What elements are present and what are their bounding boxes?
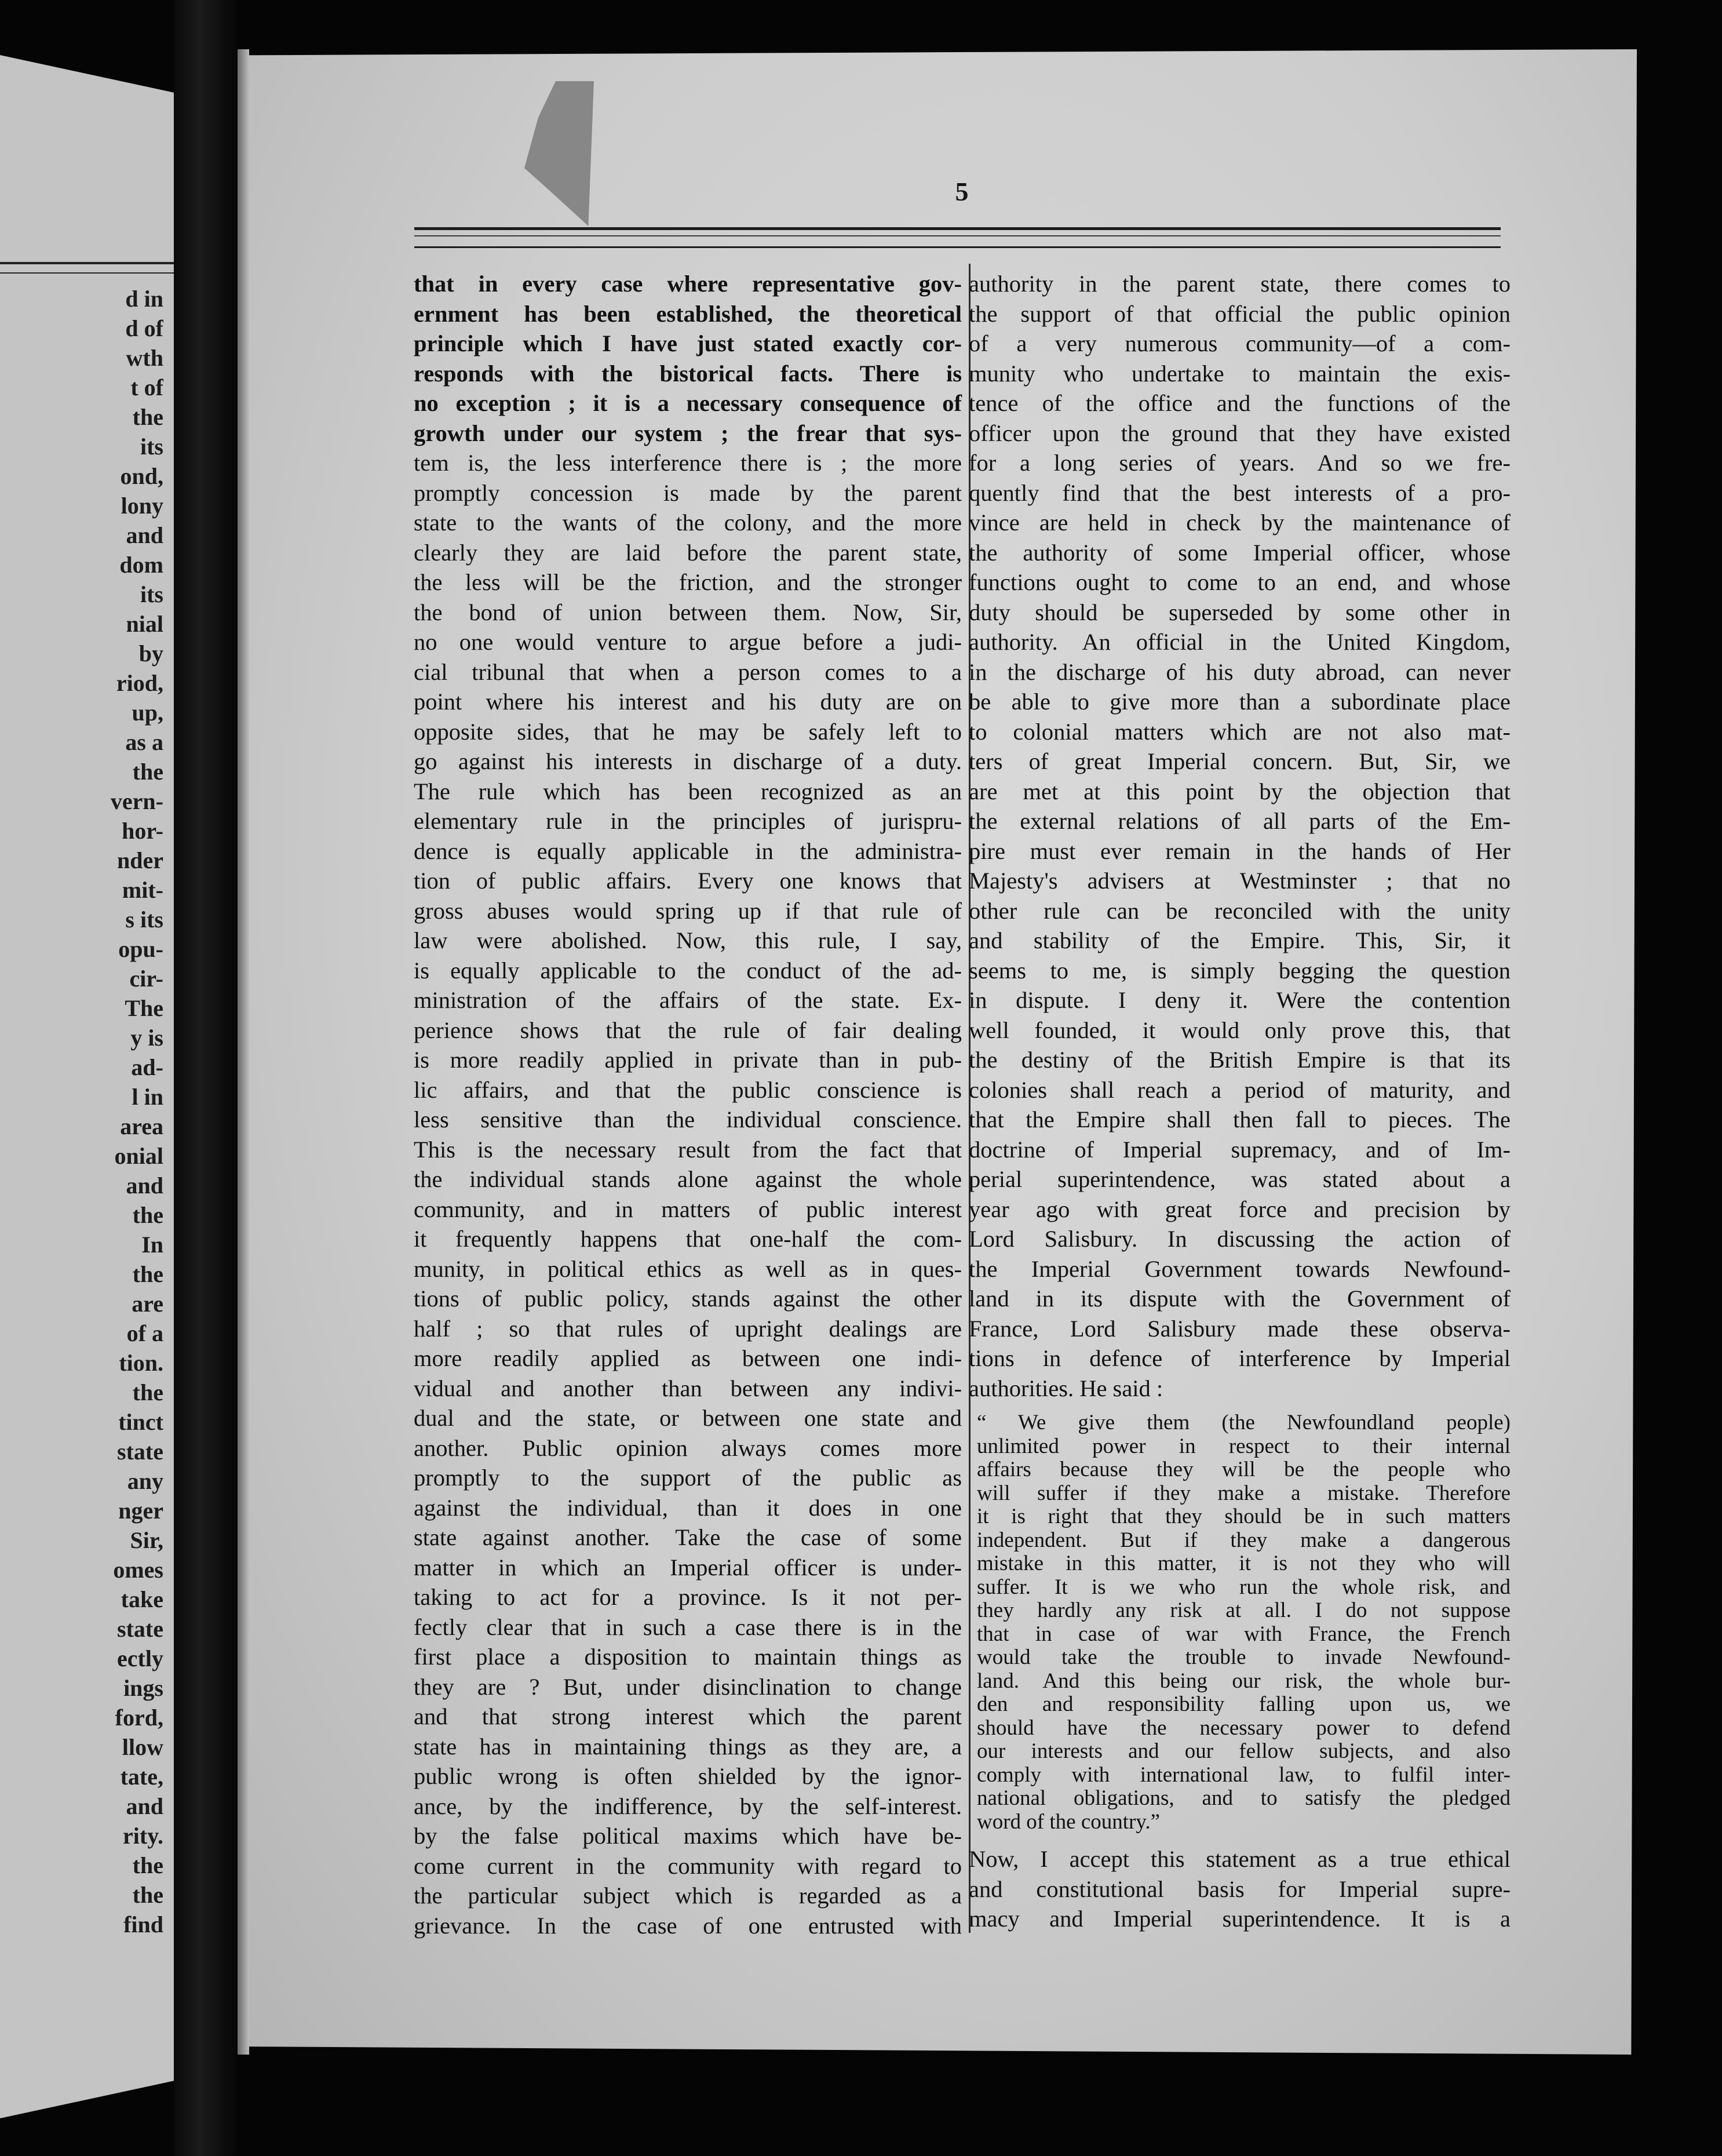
text-line: more readily applied as between one indi- (414, 1345, 962, 1371)
text-line: for a long series of years. And so we fre- (969, 450, 1511, 476)
text-line: clearly they are laid before the parent state, (414, 539, 962, 566)
fragment-line: opu- (118, 936, 163, 962)
text-line: cial tribunal that when a person comes to a (414, 658, 962, 685)
text-line: should have the necessary power to defend (977, 1716, 1511, 1740)
text-line: comply with international law, to fulfil inter- (977, 1762, 1511, 1787)
fragment-line: the (132, 1852, 163, 1878)
text-line: and constitutional basis for Imperial supre- (969, 1875, 1511, 1902)
text-line: tion of public affairs. Every one knows that (414, 868, 962, 894)
text-line: ernment has been established, the theoretical (414, 300, 962, 327)
text-line: independent. But if they make a dangerous (977, 1528, 1511, 1552)
text-line: that the Empire shall then fall to pieces. The (969, 1106, 1511, 1132)
text-line: ters of great Imperial concern. But, Sir, we (969, 748, 1511, 774)
text-line: less sensitive than the individual conscience. (414, 1106, 962, 1132)
right-column-continuation (969, 1844, 1511, 1934)
fragment-line: and (126, 522, 163, 548)
text-line: promptly concession is made by the parent (414, 479, 962, 506)
text-line: This is the necessary result from the fact that (414, 1136, 962, 1163)
fragment-line: rity. (123, 1823, 163, 1849)
text-line: community, and in matters of public interest (414, 1196, 962, 1222)
fragment-line: its (140, 581, 163, 607)
text-line: seems to me, is simply begging the question (969, 957, 1511, 984)
text-line: Now, I accept this statement as a true ethical (969, 1846, 1511, 1872)
fragment-line: state (117, 1438, 163, 1465)
text-line: elementary rule in the principles of jurispru- (414, 808, 962, 834)
text-line: are met at this point by the objection that (969, 778, 1511, 804)
fragment-line: the (132, 1261, 163, 1287)
fragment-line: mit- (122, 877, 163, 903)
fragment-line: up, (132, 700, 163, 726)
text-line: the external relations of all parts of the Em- (969, 808, 1511, 834)
text-line: would take the trouble to invade Newfound- (977, 1645, 1511, 1669)
text-line: the support of that official the public opinion (969, 300, 1511, 327)
text-line: first place a disposition to maintain things as (414, 1644, 962, 1670)
text-line: go against his interests in discharge of a duty. (414, 748, 962, 774)
text-line: state has in maintaining things as they are, a (414, 1733, 962, 1760)
text-line: the authority of some Imperial officer, whose (969, 539, 1511, 566)
text-line: land. And this being our risk, the whole bur- (977, 1669, 1511, 1693)
text-line: state against another. Take the case of some (414, 1524, 962, 1550)
fragment-line: ond, (120, 463, 163, 489)
fragment-line: The (125, 995, 163, 1021)
text-line: and stability of the Empire. This, Sir, it (969, 927, 1511, 953)
text-line: responds with the bistorical facts. There is (414, 360, 962, 387)
fragment-line: t of (130, 374, 163, 400)
previous-page-text-fragments (0, 284, 163, 1939)
fragment-line: its (140, 434, 163, 460)
text-line: the Imperial Government towards Newfound- (969, 1255, 1511, 1282)
fragment-line: area (120, 1113, 163, 1139)
text-line: in the discharge of his duty abroad, can never (969, 658, 1511, 685)
text-line: doctrine of Imperial supremacy, and of Im- (969, 1136, 1511, 1163)
text-line: den and responsibility falling upon us, we (977, 1692, 1511, 1716)
fragment-line: of a (126, 1320, 163, 1346)
fragment-line: tate, (120, 1764, 163, 1790)
fragment-line: riod, (116, 670, 163, 696)
text-line: lic affairs, and that the public conscience is (414, 1076, 962, 1103)
text-line: to colonial matters which are not also mat- (969, 718, 1511, 745)
text-line: promptly to the support of the public as (414, 1465, 962, 1491)
text-line: year ago with great force and precision by (969, 1196, 1511, 1222)
text-line: national obligations, and to satisfy the pledged (977, 1786, 1511, 1810)
fragment-line: and (126, 1172, 163, 1199)
text-line: be able to give more than a subordinate place (969, 689, 1511, 715)
fragment-line: the (132, 1202, 163, 1228)
right-column-body (969, 269, 1511, 1403)
text-line: affairs because they will be the people who (977, 1458, 1511, 1481)
text-line: authorities. He said : (969, 1375, 1163, 1401)
fragment-line: nger (118, 1498, 163, 1524)
text-line: and that strong interest which the parent (414, 1703, 962, 1729)
fragment-line: as a (125, 729, 163, 755)
page-binding-shadow (238, 49, 249, 2055)
text-line: it frequently happens that one-half the com- (414, 1226, 962, 1252)
text-line: is more readily applied in private than in pub- (414, 1047, 962, 1073)
text-line: the bond of union between them. Now, Sir, (414, 599, 962, 625)
text-line: mistake in this matter, it is not they who will (977, 1552, 1511, 1575)
fragment-line: In (141, 1232, 163, 1258)
text-line: duty should be superseded by some other in (969, 599, 1511, 625)
fragment-line: dom (119, 552, 163, 578)
text-line: in dispute. I deny it. Were the contention (969, 987, 1511, 1013)
fragment-line: ings (123, 1675, 163, 1701)
text-line: tence of the office and the functions of the (969, 390, 1511, 416)
text-line: macy and Imperial superintendence. It is a (969, 1906, 1511, 1932)
text-line: word of the country.” (977, 1809, 1161, 1834)
fragment-line: omes (113, 1557, 163, 1583)
text-line: colonies shall reach a period of maturity, and (969, 1076, 1511, 1103)
fragment-line: onial (114, 1143, 163, 1169)
text-line: dence is equally applicable in the administra- (414, 837, 962, 864)
text-line: munity who undertake to maintain the exis- (969, 360, 1511, 387)
text-line: pire must ever remain in the hands of Her (969, 837, 1511, 864)
fragment-line: nder (117, 847, 163, 873)
fragment-line: ectly (117, 1645, 163, 1671)
text-line: no exception ; it is a necessary consequence of (414, 390, 962, 416)
text-line: will suffer if they make a mistake. Therefore (977, 1481, 1511, 1505)
text-line: no one would venture to argue before a judi- (414, 629, 962, 655)
text-line: vince are held in check by the maintenance of (969, 509, 1511, 536)
text-line: state to the wants of the colony, and the more (414, 509, 962, 536)
fragment-line: cir- (129, 966, 163, 992)
text-line: matter in which an Imperial officer is under- (414, 1554, 962, 1580)
text-line: “ We give them (the Newfoundland people) (977, 1411, 1511, 1434)
text-line: by the false political maxims which have be- (414, 1823, 962, 1849)
right-text-column (969, 269, 1511, 1934)
text-line: the destiny of the British Empire is that its (969, 1047, 1511, 1073)
page-number: 5 (955, 177, 969, 206)
text-line: The rule which has been recognized as an (414, 778, 962, 804)
text-line: of a very numerous community—of a com- (969, 330, 1511, 356)
fragment-line: d in (125, 286, 163, 312)
text-line: Lord Salisbury. In discussing the action of (969, 1226, 1511, 1252)
text-line: tions in defence of interference by Imperial (969, 1345, 1511, 1371)
text-line: another. Public opinion always comes more (414, 1434, 962, 1461)
text-line: half ; so that rules of upright dealings are (414, 1315, 962, 1342)
text-line: perience shows that the rule of fair dealing (414, 1017, 962, 1043)
text-line: authority. An official in the United Kingdom, (969, 629, 1511, 655)
fragment-line: nial (126, 611, 163, 637)
book-gutter (174, 0, 238, 2156)
fragment-line: vern- (110, 788, 163, 814)
fragment-line: l in (132, 1084, 163, 1110)
text-line: point where his interest and his duty are on (414, 689, 962, 715)
text-line: is equally applicable to the conduct of the ad- (414, 957, 962, 984)
text-line: growth under our system ; the frear that sys- (414, 420, 962, 446)
text-line: our interests and our fellow subjects, and also (977, 1739, 1511, 1763)
text-line: functions ought to come to an end, and whose (969, 569, 1511, 595)
fragment-line: y is (130, 1025, 163, 1051)
fragment-line: by (138, 640, 163, 667)
text-line: unlimited power in respect to their internal (977, 1434, 1511, 1458)
fragment-line: hor- (122, 818, 163, 844)
text-line: authority in the parent state, there comes to (969, 271, 1511, 297)
fragment-line: ad- (131, 1054, 163, 1080)
text-line: ministration of the affairs of the state. Ex- (414, 987, 962, 1013)
fragment-line: tinct (118, 1409, 163, 1435)
text-line: fectly clear that in such a case there is in the (414, 1614, 962, 1640)
text-line: that in case of war with France, the French (977, 1622, 1511, 1646)
header-rule (414, 227, 1501, 248)
fragment-line: wth (126, 345, 163, 371)
previous-page-rule (0, 262, 174, 274)
left-text-column (414, 269, 962, 1940)
text-line: grievance. In the case of one entrusted with (414, 1912, 962, 1939)
fragment-line: d of (125, 315, 163, 341)
text-line: against the individual, than it does in one (414, 1494, 962, 1521)
fragment-line: the (132, 759, 163, 785)
text-line: officer upon the ground that they have existed (969, 420, 1511, 446)
text-line: ance, by the indifference, by the self-interest. (414, 1793, 962, 1819)
fragment-line: the (132, 404, 163, 430)
salisbury-quotation (969, 1411, 1511, 1834)
text-line: it is right that they should be in such matters (977, 1505, 1511, 1528)
text-line: law were abolished. Now, this rule, I say, (414, 927, 962, 953)
text-line: munity, in political ethics as well as in ques- (414, 1255, 962, 1282)
text-line: quently find that the best interests of a pro- (969, 479, 1511, 506)
fragment-line: llow (122, 1734, 163, 1760)
text-line: principle which I have just stated exactly cor- (414, 330, 962, 356)
text-line: vidual and another than between any indivi- (414, 1375, 962, 1401)
text-line: they are ? But, under disinclination to change (414, 1673, 962, 1700)
fragment-line: the (132, 1379, 163, 1405)
fragment-line: find (123, 1911, 163, 1938)
fragment-line: take (121, 1586, 163, 1612)
fragment-line: tion. (119, 1350, 163, 1376)
fragment-line: s its (125, 906, 163, 933)
text-line: the less will be the friction, and the stronger (414, 569, 962, 595)
fragment-line: state (117, 1616, 163, 1642)
fragment-line: lony (121, 493, 163, 519)
text-line: the individual stands alone against the whole (414, 1166, 962, 1192)
text-line: France, Lord Salisbury made these observa- (969, 1315, 1511, 1342)
fragment-line: the (132, 1882, 163, 1908)
fragment-line: are (132, 1291, 163, 1317)
text-line: tem is, the less interference there is ; the more (414, 450, 962, 476)
text-line: perial superintendence, was stated about a (969, 1166, 1511, 1192)
text-line: dual and the state, or between one state and (414, 1405, 962, 1431)
text-line: the particular subject which is regarded as a (414, 1882, 962, 1909)
fragment-line: and (126, 1793, 163, 1819)
text-line: taking to act for a province. Is it not per- (414, 1584, 962, 1610)
text-line: come current in the community with regard to (414, 1852, 962, 1879)
text-line: opposite sides, that he may be safely left to (414, 718, 962, 745)
text-line: they hardly any risk at all. I do not suppose (977, 1598, 1511, 1622)
text-line: suffer. It is we who run the whole risk, and (977, 1575, 1511, 1599)
text-line: well founded, it would only prove this, that (969, 1017, 1511, 1043)
fragment-line: ford, (115, 1705, 163, 1731)
text-line: that in every case where representative gov- (414, 271, 962, 297)
text-line: gross abuses would spring up if that rule of (414, 897, 962, 924)
fragment-line: Sir, (130, 1527, 163, 1553)
text-line: Majesty's advisers at Westminster ; that no (969, 868, 1511, 894)
fragment-line: any (127, 1468, 163, 1494)
text-line: public wrong is often shielded by the ignor- (414, 1763, 962, 1789)
text-line: tions of public policy, stands against the other (414, 1285, 962, 1312)
text-line: land in its dispute with the Government of (969, 1285, 1511, 1312)
text-line: other rule can be reconciled with the unity (969, 897, 1511, 924)
